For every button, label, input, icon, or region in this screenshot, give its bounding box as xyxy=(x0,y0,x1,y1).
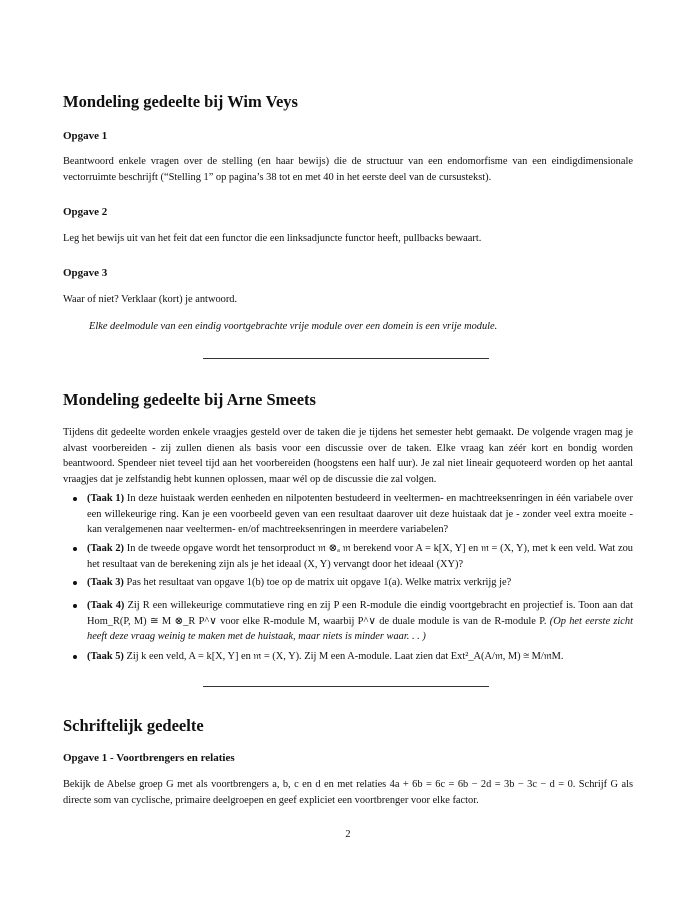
exercise-text-3: Waar of niet? Verklaar (kort) je antwoord. xyxy=(63,294,238,305)
exercise-title-2: Opgave 2 xyxy=(63,206,108,218)
task-label: (Taak 2) xyxy=(87,543,125,554)
task-label: (Taak 1) xyxy=(87,493,125,504)
exercise-title-3: Opgave 3 xyxy=(63,267,108,279)
exercise-title-1: Opgave 1 xyxy=(63,130,108,142)
task-item-2 xyxy=(87,541,633,572)
task-item-5 xyxy=(87,649,633,665)
task-text: In deze huistaak werden eenheden en nilpotenten bestudeerd in veeltermen- en machtreeksenringen in één variabele over een willekeurige ring. Kan je een voorbeeld geven van een resultaat daarover uit deze huistaak dat je - zonder veel extra moeite - kan veralgemenen naar veeltermen- en/of machtreeksenringen in meerdere variabelen? xyxy=(87,493,633,536)
section-divider-2 xyxy=(203,686,489,687)
task-label: (Taak 4) xyxy=(87,600,125,611)
task-item-3 xyxy=(87,575,633,591)
exercise-text-written-1: Bekijk de Abelse groep G met als voortbrengers a, b, c en d en met relaties 4a + 6b = 6c = 6b − 2d = 3b − 3c − d = 0. Schrijf G als directe som van cyclische, primaire deelgroepen en geef expliciet een voortbrenger voor elke factor. xyxy=(63,779,633,806)
task-item-4 xyxy=(87,598,633,645)
bullet-icon xyxy=(73,604,77,608)
task-label: (Taak 3) xyxy=(87,577,124,588)
task-note: (Op het eerste zicht heeft deze vraag weinig te maken met de huistaak, maar niets is minder waar. . . ) xyxy=(87,615,633,643)
task-label: (Taak 5) xyxy=(87,651,124,662)
task-text: Zij k een veld, A = k[X, Y] en 𝔪 = (X, Y). Zij M een A-module. Laat zien dat Ext²_A(A/𝔪, M) ≅ M/𝔪M. xyxy=(126,651,564,662)
task-text: Pas het resultaat van opgave 1(b) toe op de matrix uit opgave 1(a). Welke matrix verkrijg je? xyxy=(126,577,512,588)
section-title-schriftelijk: Schriftelijk gedeelte xyxy=(63,716,204,735)
task-item-1 xyxy=(87,491,633,538)
task-text: In de tweede opgave wordt het tensorproduct 𝔪 ⊗ₐ 𝔪 berekend voor A = k[X, Y] en 𝔪 = (X, Y), met k een veld. Wat zou het resultaat van de berekening zijn als je het ideaal (X, Y) vervangt door het ideaal (XY)? xyxy=(87,543,633,570)
page-number: 2 xyxy=(345,829,351,840)
section-divider-1 xyxy=(203,358,489,359)
bullet-icon xyxy=(73,547,77,551)
section-title-wim-veys: Mondeling gedeelte bij Wim Veys xyxy=(63,92,298,111)
exercise-title-written-1: Opgave 1 - Voortbrengers en relaties xyxy=(63,752,235,764)
exercise-quote-3: Elke deelmodule van een eindig voortgebrachte vrije module over een domein is een vrije module. xyxy=(89,321,498,332)
section-intro: Tijdens dit gedeelte worden enkele vraagjes gesteld over de taken die je tijdens het semester hebt gemaakt. De volgende vragen mag je alvast voorbereiden - zij zullen dienen als basis voor een discussie over de taken. Elke vraag kan zéér kort en bondig worden beantwoord. Spendeer niet teveel tijd aan het voorbereiden (hoogstens een half uur). Je zal niet lineair gequoteerd worden op het aantal vraagjes dat je zelfstandig hebt kunnen oplossen, maar wél op de discussie die zal volgen. xyxy=(63,427,633,485)
bullet-icon xyxy=(73,497,77,501)
exercise-text-2: Leg het bewijs uit van het feit dat een functor die een linksadjuncte functor heeft, pullbacks bewaart. xyxy=(63,233,482,244)
bullet-icon xyxy=(73,581,77,585)
exercise-text-1: Beantwoord enkele vragen over de stelling (en haar bewijs) die de structuur van een endomorfisme van een eindigdimensionale vectorruimte beschrijft (“Stelling 1” op pagina’s 38 tot en met 40 in het eerste deel van de cursustekst). xyxy=(63,156,633,183)
section-title-arne-smeets: Mondeling gedeelte bij Arne Smeets xyxy=(63,390,316,409)
bullet-icon xyxy=(73,655,77,659)
task-text: Zij R een willekeurige commutatieve ring en zij P een R-module die eindig voortgebracht en projectief is. Toon aan dat Hom_R(P, M) ≅ M ⊗_R P^∨ voor elke R-module M, waarbij P^∨ de duale module is van de R-module P. xyxy=(87,600,633,627)
